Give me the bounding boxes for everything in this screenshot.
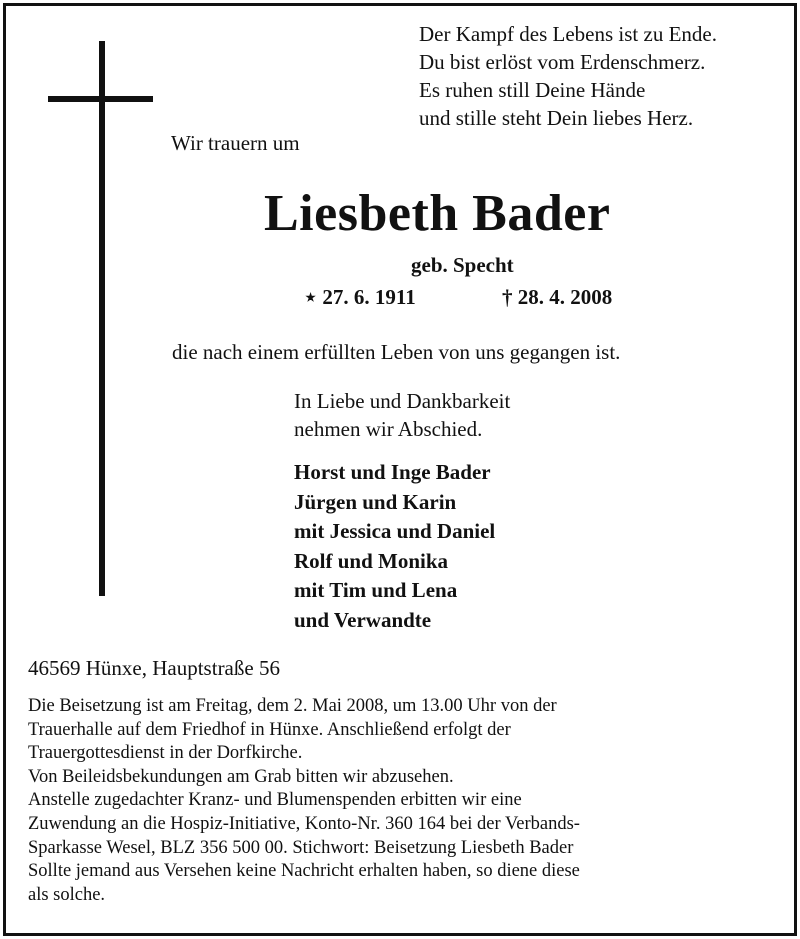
details-line: Trauerhalle auf dem Friedhof in Hünxe. Anschließend erfolgt der <box>28 719 511 740</box>
poem-line: und stille steht Dein liebes Herz. <box>419 106 694 130</box>
farewell-line: In Liebe und Dankbarkeit <box>294 389 511 413</box>
obituary-frame <box>3 3 797 936</box>
passed-text: die nach einem erfüllten Leben von uns gegangen ist. <box>172 340 621 364</box>
details-line: Trauergottesdienst in der Dorfkirche. <box>28 743 303 764</box>
farewell-text <box>294 387 510 443</box>
address: 46569 Hünxe, Hauptstraße 56 <box>28 656 280 680</box>
mourners-list <box>294 458 495 635</box>
mourner: mit Jessica und Daniel <box>294 519 496 543</box>
deceased-name: Liesbeth Bader <box>264 185 611 242</box>
details-line: Sollte jemand aus Versehen keine Nachricht erhalten haben, so diene diese <box>28 861 580 882</box>
cross-icon <box>99 41 105 596</box>
poem-line: Du bist erlöst vom Erdenschmerz. <box>419 50 706 74</box>
death-date: † 28. 4. 2008 <box>502 285 613 309</box>
details-line: Sparkasse Wesel, BLZ 356 500 00. Stichwort: Beisetzung Liesbeth Bader <box>28 837 574 858</box>
details-line: als solche. <box>28 884 106 905</box>
mourner: Rolf und Monika <box>294 548 449 573</box>
intro-text: Wir trauern um <box>171 131 300 155</box>
mourner: Horst und Inge Bader <box>294 460 491 484</box>
details-line: Von Beileidsbekundungen am Grab bitten wir abzusehen. <box>28 766 454 787</box>
maiden-name: geb. Specht <box>411 253 514 277</box>
poem <box>419 20 717 132</box>
farewell-line: nehmen wir Abschied. <box>294 417 483 441</box>
poem-line: Es ruhen still Deine Hände <box>419 78 646 102</box>
poem-line: Der Kampf des Lebens ist zu Ende. <box>419 22 717 46</box>
mourner: Jürgen und Karin <box>294 489 457 514</box>
details-line: Zuwendung an die Hospiz-Initiative, Konto-Nr. 360 164 bei der Verbands- <box>28 813 580 834</box>
birth-date: ⋆ 27. 6. 1911 <box>304 285 416 309</box>
mourner: mit Tim und Lena <box>294 578 458 602</box>
mourner: und Verwandte <box>294 607 432 632</box>
funeral-details <box>28 695 788 907</box>
details-line: Anstelle zugedachter Kranz- und Blumenspenden erbitten wir eine <box>28 790 522 811</box>
cross-icon-crossbar <box>48 96 153 102</box>
details-line: Die Beisetzung ist am Freitag, dem 2. Mai 2008, um 13.00 Uhr von der <box>28 696 557 716</box>
